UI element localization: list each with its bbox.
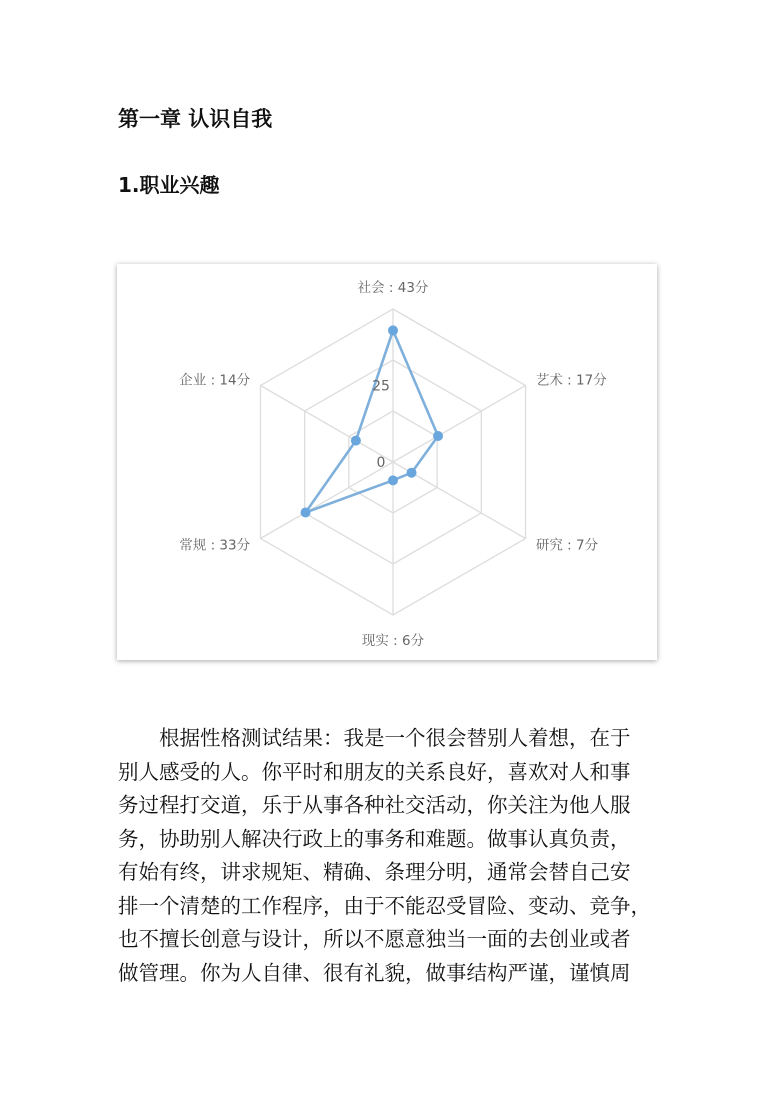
radar-indicator-label: 常规 : 33分 [179,537,251,554]
paragraph-line: 也不擅长创意与设计，所以不愿意独当一面的去创业或者 [118,927,631,951]
radar-data-point [407,468,417,478]
paragraph-line: 别人感受的人。你平时和朋友的关系良好，喜欢对人和事 [118,759,631,784]
paragraph-line: 有始有终，讲求规矩、精确、条理分明，通常会替自己安 [118,860,631,884]
paragraph-line: 务过程打交道，乐于从事各种社交活动，你关注为他人服 [118,793,631,817]
radar-axis-line [260,386,393,463]
radar-data-point [433,431,443,441]
radar-indicator-label: 艺术 : 17分 [535,372,607,389]
radar-grid [260,309,525,615]
paragraph-line: 根据性格测试结果：我是一个很会替别人着想，在于 [159,726,631,750]
radar-indicator-label: 企业 : 14分 [179,372,251,389]
radar-series-line [306,330,439,512]
radar-axis-line [393,386,526,463]
radar-data-point [388,475,398,485]
radar-chart-figure [117,264,657,660]
radar-data-point [301,507,311,517]
body-paragraph [118,722,658,990]
paragraph-line: 务，协助别人解决行政上的事务和难题。做事认真负责， [118,826,631,851]
radar-chart [117,264,657,660]
radar-tick-label: 25 [372,378,390,395]
radar-tick-label: 0 [376,455,386,471]
section-title: 1.职业兴趣 [118,173,220,197]
radar-data-point [388,325,398,335]
radar-data-point [351,436,361,446]
chapter-title: 第一章 认识自我 [118,107,273,131]
radar-indicator-label: 社会 : 43分 [357,280,429,296]
paragraph-line: 做管理。你为人自律、很有礼貌，做事结构严谨，谨慎周 [118,960,631,985]
paragraph-line: 排一个清楚的工作程序，由于不能忍受冒险、变动、竞争， [118,893,651,918]
radar-indicator-label: 现实 : 6分 [361,633,425,649]
radar-axis-line [260,462,393,539]
radar-indicator-label: 研究 : 7分 [535,537,599,554]
